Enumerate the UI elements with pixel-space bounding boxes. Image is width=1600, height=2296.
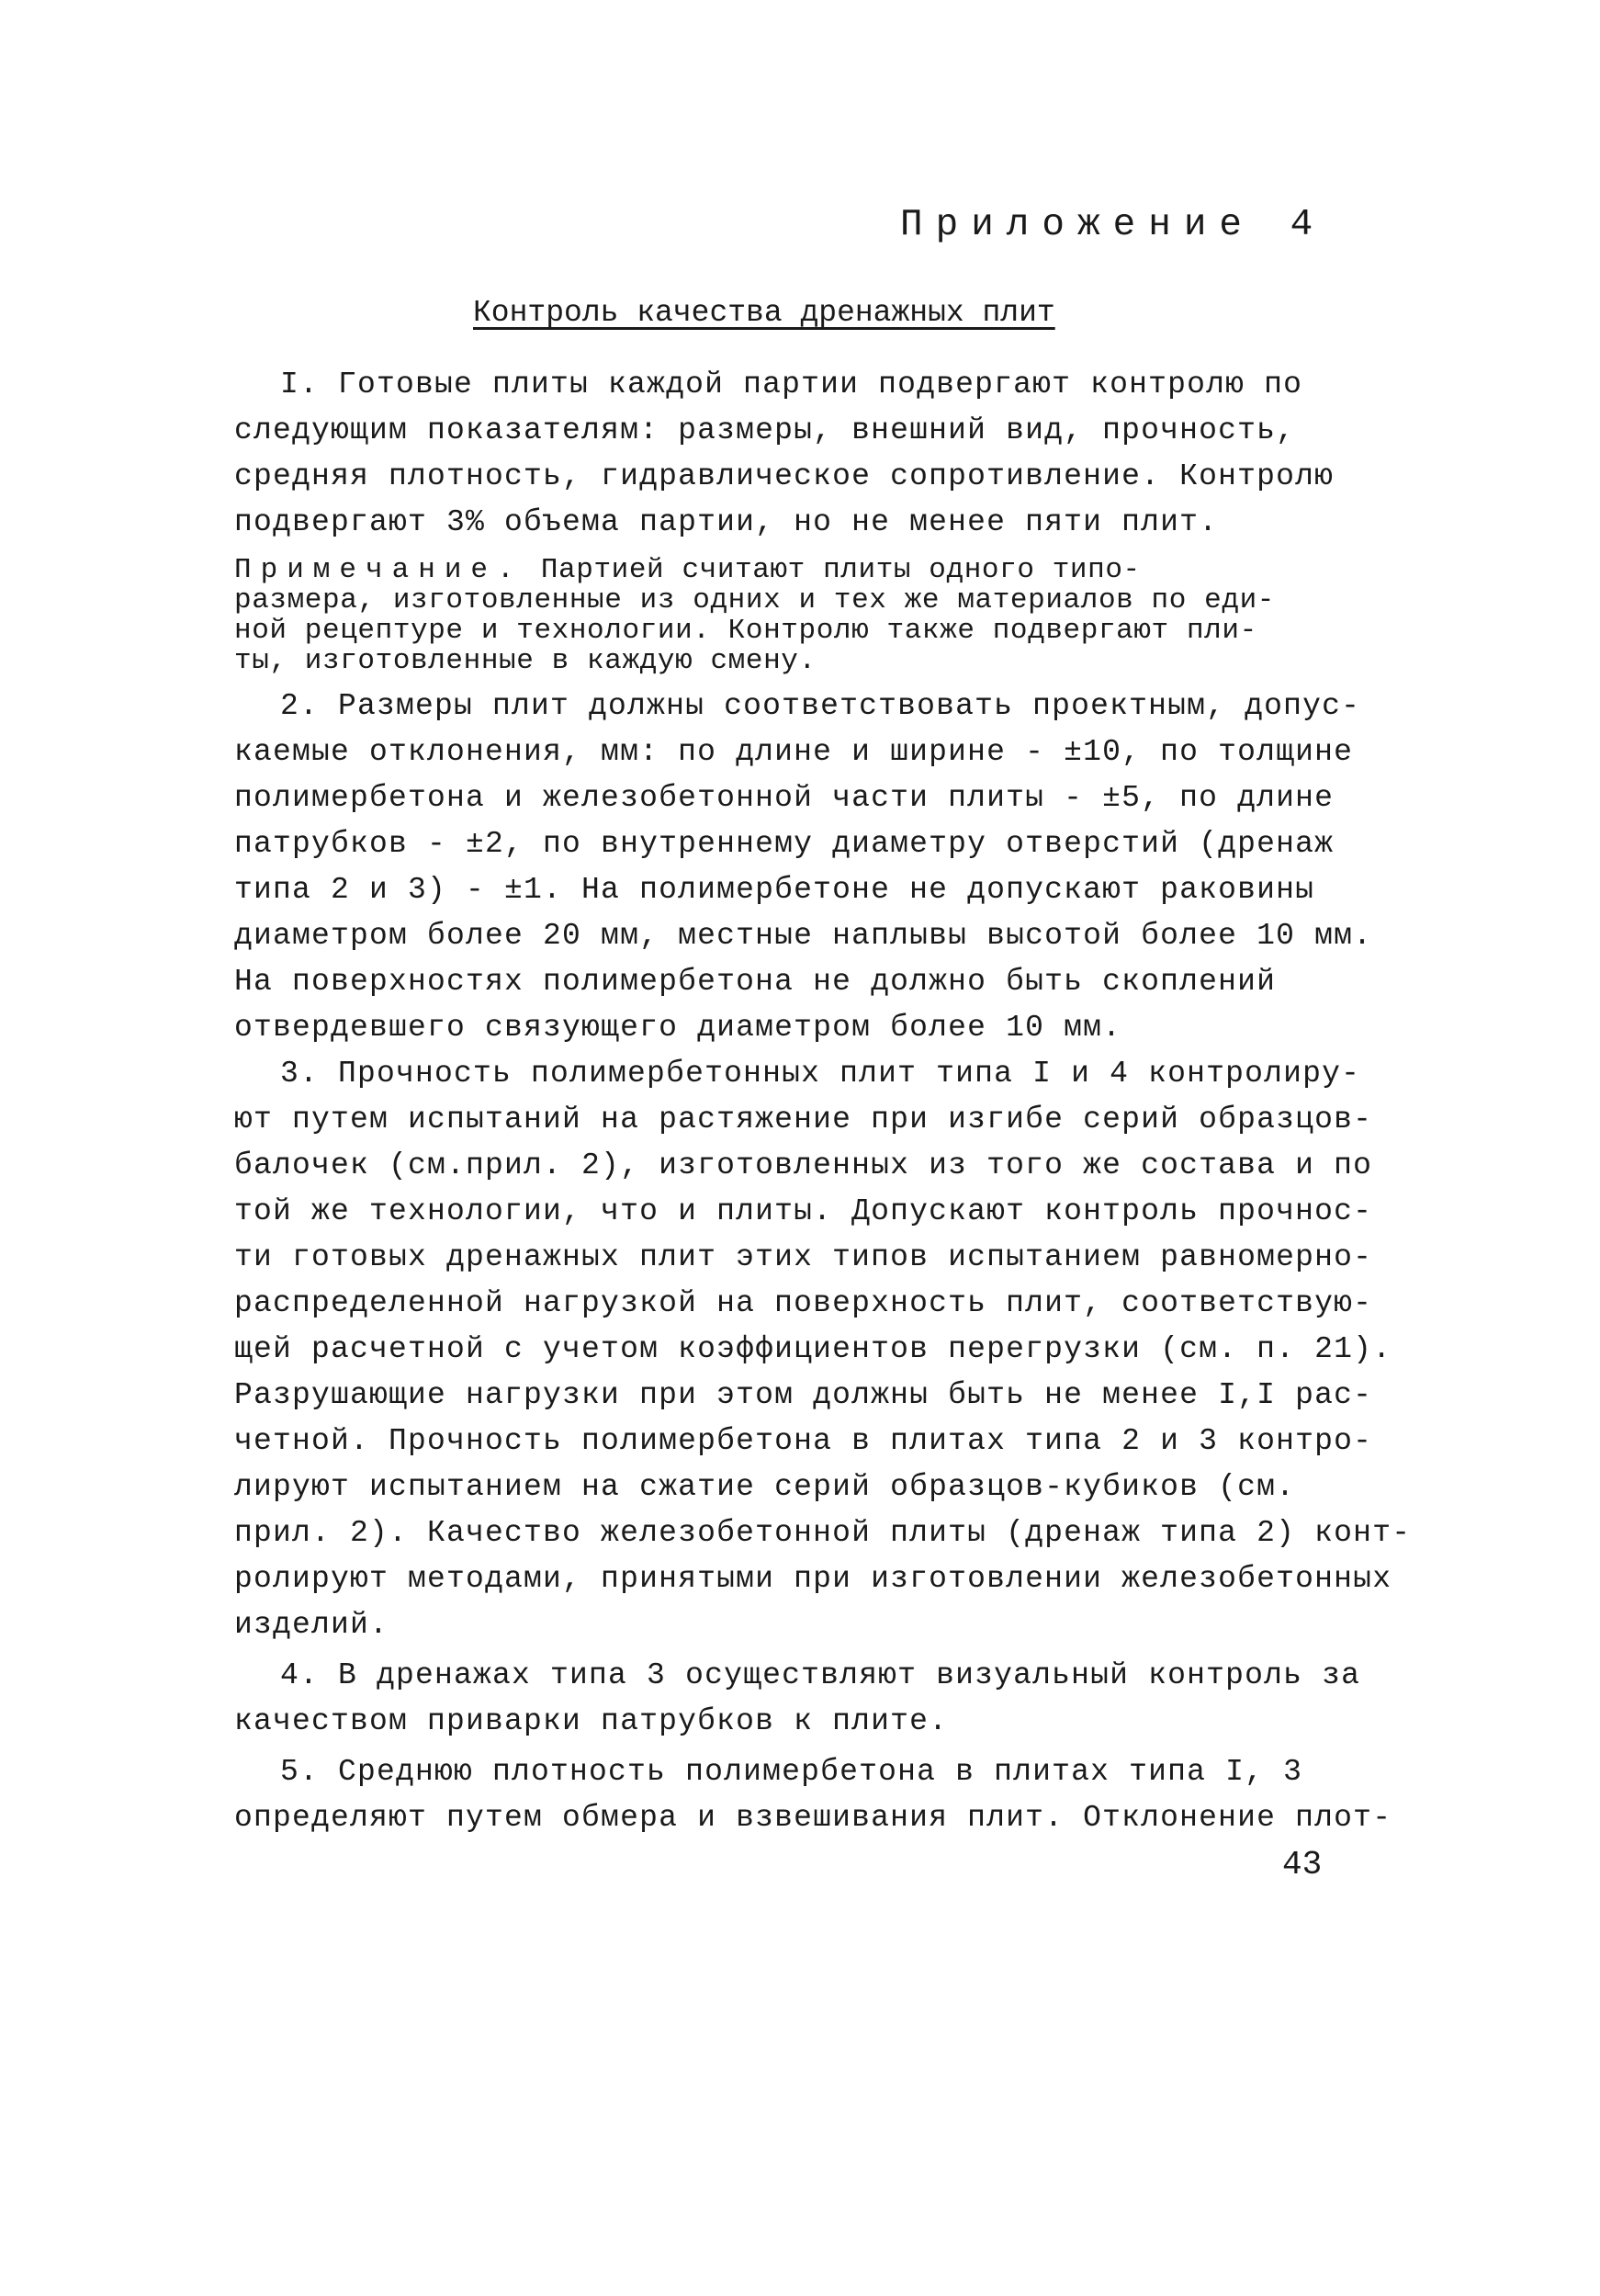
- paragraph-2-line-1: 2. Размеры плит должны соответствовать проектным, допус-: [280, 689, 1361, 723]
- paragraph-3-line-10: лируют испытанием на сжатие серий образцов-кубиков (см.: [234, 1470, 1296, 1504]
- paragraph-2-line-7: На поверхностях полимербетона не должно быть скоплений: [234, 965, 1277, 999]
- paragraph-3-line-12: ролируют методами, принятыми при изготовлении железобетонных: [234, 1562, 1392, 1596]
- paragraph-1-line-1: I. Готовые плиты каждой партии подвергают контролю по: [280, 368, 1303, 402]
- paragraph-3-line-13: изделий.: [234, 1608, 389, 1642]
- note-line-1: [234, 556, 1141, 584]
- paragraph-2-line-4: патрубков - ±2, по внутреннему диаметру отверстий (дренаж: [234, 827, 1335, 861]
- paragraph-3-line-2: ют путем испытаний на растяжение при изгибе серий образцов-: [234, 1103, 1373, 1137]
- paragraph-2-line-6: диаметром более 20 мм, местные наплывы высотой более 10 мм.: [234, 919, 1373, 953]
- document-title: Контроль качества дренажных плит: [473, 296, 1055, 330]
- paragraph-3-line-8: Разрушающие нагрузки при этом должны быть не менее I,I рас-: [234, 1378, 1373, 1412]
- paragraph-3-line-11: прил. 2). Качество железобетонной плиты (дренаж типа 2) конт-: [234, 1516, 1412, 1550]
- paragraph-3-line-7: щей расчетной с учетом коэффициентов перегрузки (см. п. 21).: [234, 1332, 1392, 1366]
- paragraph-1-line-4: подвергают 3% объема партии, но не менее пяти плит.: [234, 505, 1219, 539]
- note-line-3: ной рецептуре и технологии. Контролю также подвергают пли-: [234, 615, 1257, 647]
- paragraph-3-line-1: 3. Прочность полимербетонных плит типа I и 4 контролиру-: [280, 1057, 1361, 1091]
- paragraph-2-line-8: отвердевшего связующего диаметром более 10 мм.: [234, 1011, 1122, 1045]
- paragraph-1-line-3: средняя плотность, гидравлическое сопротивление. Контролю: [234, 459, 1335, 493]
- paragraph-2-line-5: типа 2 и 3) - ±1. На полимербетоне не допускают раковины: [234, 873, 1315, 907]
- appendix-label: Приложение 4: [900, 204, 1326, 246]
- note-line-4: ты, изготовленные в каждую смену.: [234, 645, 817, 677]
- paragraph-3-line-5: ти готовых дренажных плит этих типов испытанием равномерно-: [234, 1240, 1373, 1274]
- note-line-2: размера, изготовленные из одних и тех же материалов по еди-: [234, 584, 1275, 616]
- paragraph-2-line-3: полимербетона и железобетонной части плиты - ±5, по длине: [234, 781, 1335, 815]
- note-label: Примечание.: [234, 554, 524, 586]
- paragraph-3-line-9: четной. Прочность полимербетона в плитах типа 2 и 3 контро-: [234, 1424, 1373, 1458]
- paragraph-2-line-2: каемые отклонения, мм: по длине и ширине - ±10, по толщине: [234, 735, 1354, 769]
- note-first-line-rest: Партией считают плиты одного типо-: [523, 554, 1141, 586]
- paragraph-4-line-1: 4. В дренажах типа 3 осуществляют визуальный контроль за: [280, 1658, 1361, 1692]
- paragraph-5-line-2: определяют путем обмера и взвешивания плит. Отклонение плот-: [234, 1801, 1392, 1835]
- paragraph-4-line-2: качеством приварки патрубков к плите.: [234, 1704, 949, 1738]
- paragraph-3-line-6: распределенной нагрузкой на поверхность плит, соответствую-: [234, 1286, 1373, 1320]
- paragraph-3-line-4: той же технологии, что и плиты. Допускают контроль прочнос-: [234, 1194, 1373, 1228]
- paragraph-3-line-3: балочек (см.прил. 2), изготовленных из того же состава и по: [234, 1148, 1373, 1182]
- paragraph-1-line-2: следующим показателям: размеры, внешний вид, прочность,: [234, 413, 1296, 447]
- page-number: 43: [1282, 1846, 1323, 1883]
- paragraph-5-line-1: 5. Среднюю плотность полимербетона в плитах типа I, 3: [280, 1755, 1303, 1789]
